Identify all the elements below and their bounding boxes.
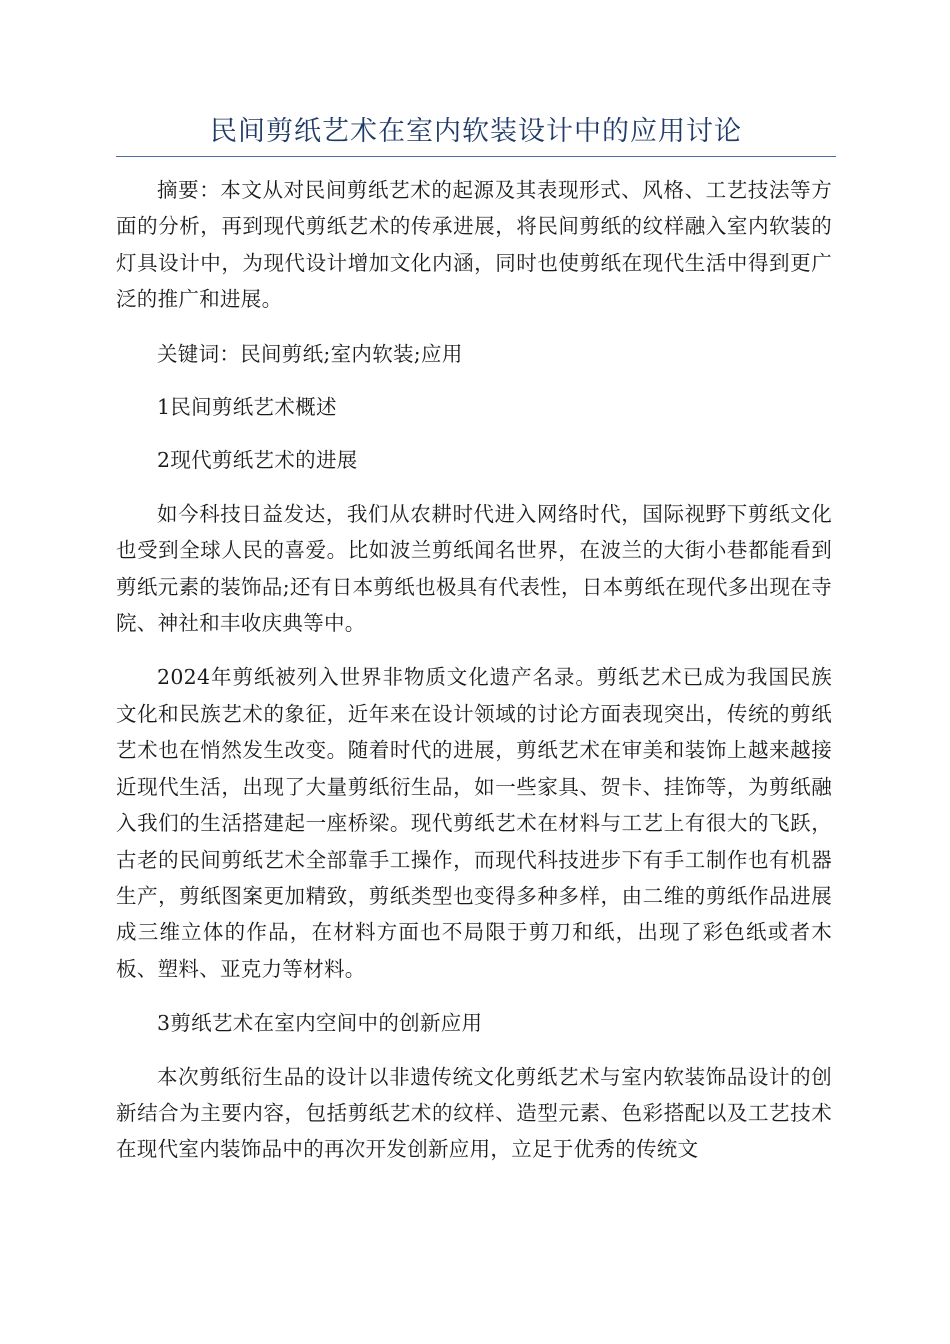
section-heading-1: 1民间剪纸艺术概述 (157, 395, 337, 420)
body-paragraph-2: 2024年剪纸被列入世界非物质文化遗产名录。剪纸艺术已成为我国民族文化和民族艺术的象征，近年来在设计领域的讨论方面表现突出，传统的剪纸艺术也在悄然发生改变。随着时代的进展，剪纸艺术在审美和装饰上越来越接近现代生活，出现了大量剪纸衍生品，如一些家具、贺卡、挂饰等，为剪纸融入我们的生活搭建起一座桥梁。现代剪纸艺术在材料与工艺上有很大的飞跃，古老的民间剪纸艺术全部靠手工操作，而现代科技进步下有手工制作也有机器生产，剪纸图案更加精致，剪纸类型也变得多种多样，由二维的剪纸作品进展成三维立体的作品，在材料方面也不局限于剪刀和纸，出现了彩色纸或者木板、塑料、亚克力等材料。 (116, 665, 832, 981)
abstract-paragraph: 摘要：本文从对民间剪纸艺术的起源及其表现形式、风格、工艺技法等方面的分析，再到现代剪纸艺术的传承进展，将民间剪纸的纹样融入室内软装的灯具设计中，为现代设计增加文化内涵，同时也使剪纸在现代生活中得到更广泛的推广和进展。 (116, 178, 832, 312)
section-heading-3: 3剪纸艺术在室内空间中的创新应用 (157, 1011, 483, 1036)
document-body (116, 172, 832, 1186)
body-paragraph-1: 如今科技日益发达，我们从农耕时代进入网络时代，国际视野下剪纸文化也受到全球人民的喜爱。比如波兰剪纸闻名世界，在波兰的大街小巷都能看到剪纸元素的装饰品;还有日本剪纸也极具有代表性，日本剪纸在现代多出现在寺院、神社和丰收庆典等中。 (116, 501, 832, 636)
keywords-paragraph: 关键词：民间剪纸;室内软装;应用 (157, 341, 463, 366)
section-heading-2: 2现代剪纸艺术的进展 (157, 448, 358, 473)
body-paragraph-3: 本次剪纸衍生品的设计以非遗传统文化剪纸艺术与室内软装饰品设计的创新结合为主要内容，包括剪纸艺术的纹样、造型元素、色彩搭配以及工艺技术在现代室内装饰品中的再次开发创新应用，立足于优秀的传统文 (116, 1064, 832, 1162)
document-title: 民间剪纸艺术在室内软装设计中的应用讨论 (210, 116, 742, 147)
title-block (116, 112, 836, 157)
